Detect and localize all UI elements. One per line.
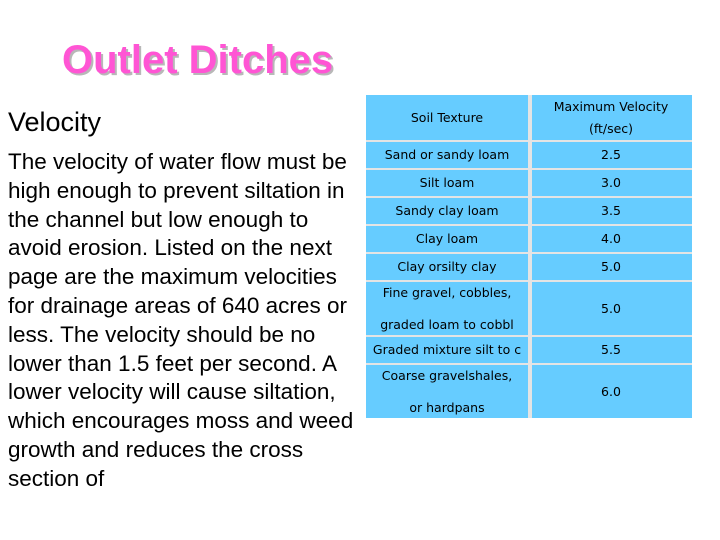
table-row-velocity: 5.0 [532, 254, 690, 280]
table-row-velocity: 6.0 [532, 365, 690, 418]
table-row-soil: Sand or sandy loam [366, 142, 528, 168]
soil-line: Coarse gravelshales, [381, 367, 513, 383]
table-row-velocity: 3.0 [532, 170, 690, 196]
table-row-soil: Clay orsilty clay [366, 254, 528, 280]
table-row-velocity: 3.5 [532, 198, 690, 224]
table-row-soil: Clay loam [366, 226, 528, 252]
header-velocity-label: Maximum Velocity [553, 98, 669, 114]
header-soil-label: Soil Texture [410, 109, 484, 125]
header-soil-texture [366, 95, 528, 140]
soil-line: or hardpans [409, 399, 485, 415]
table-row-soil: Graded mixture silt to c [366, 337, 528, 363]
table-row-soil: Sandy clay loam [366, 198, 528, 224]
table-row-soil [366, 365, 528, 418]
table-row-velocity: 4.0 [532, 226, 690, 252]
table-row-velocity: 5.5 [532, 337, 690, 363]
header-maximum-velocity [532, 95, 690, 140]
table-row-velocity: 5.0 [532, 282, 690, 335]
slide-title: Outlet Ditches [62, 38, 334, 82]
table-row-soil [366, 282, 528, 335]
soil-line: graded loam to cobbl [380, 316, 514, 332]
header-velocity-unit: (ft/sec) [588, 120, 634, 136]
slide-subheading: Velocity [8, 107, 102, 137]
velocity-table [366, 95, 692, 418]
slide-body-text: The velocity of water flow must be high enough to prevent siltation in the channel but low enough to avoid erosion. Listed on the next page are the maximum velocities for drainage areas of 640 acres or less. The velocity should be no lower than 1.5 feet per second. A lower velocity will cause siltation, which encourages moss and weed growth and reduces the cross section of [8, 149, 354, 491]
table-row-velocity: 2.5 [532, 142, 690, 168]
soil-line: Fine gravel, cobbles, [382, 284, 512, 300]
table-row-soil: Silt loam [366, 170, 528, 196]
